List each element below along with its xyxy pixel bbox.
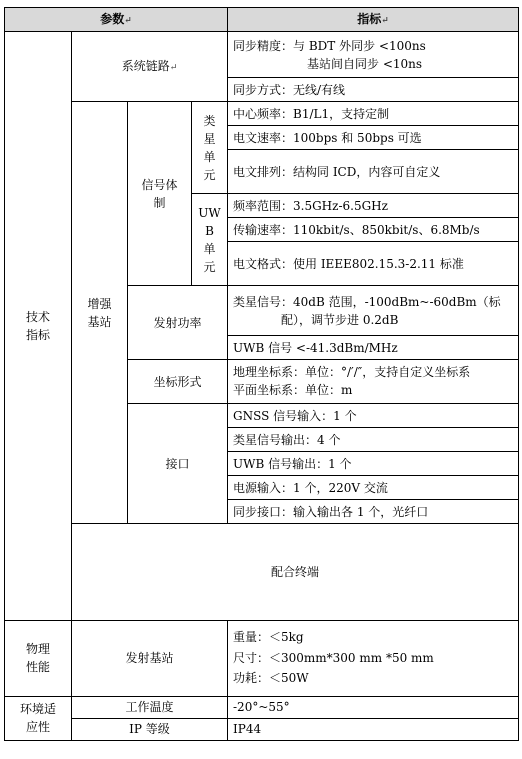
companion-terminal-label: 配合终端 [72,524,519,621]
tx-power-label: 发射功率 [128,286,228,360]
uwb-signal-power: UWB 信号 <-41.3dBm/MHz [228,336,519,360]
interface-line: UWB 信号输出：1 个 [228,452,519,476]
interface-line: 电源输入：1 个，220V 交流 [228,476,519,500]
signal-system-label: 信号体 制 [128,102,192,286]
operating-temp-label: 工作温度 [72,696,228,718]
header-param: 参数↵ [5,8,228,32]
center-frequency: 中心频率：B1/L1，支持定制 [228,102,519,126]
text-rate: 电文速率：100bps 和 50bps 可选 [228,126,519,150]
transmit-station-label: 发射基站 [72,620,228,696]
text-layout: 电文排列：结构同 ICD，内容可自定义 [228,150,519,194]
header-spec: 指标↵ [228,8,519,32]
interface-line: 同步接口：输入输出各 1 个，光纤口 [228,500,519,524]
physical-detail: 重量：＜5kg 尺寸：＜300mm*300 mm *50 mm 功耗：＜50W [228,620,519,696]
satellite-unit-label: 类 星 单 元 [192,102,228,194]
coord-form-label: 坐标形式 [128,360,228,404]
ip-rating-label: IP 等级 [72,718,228,740]
operating-temp-value: -20°~55° [228,696,519,718]
physical-label: 物理 性能 [5,620,72,696]
sync-precision: 同步精度：与 BDT 外同步 <100ns 基站间自同步 <10ns [228,32,519,78]
interface-line: 类星信号输出：4 个 [228,428,519,452]
transmission-rate: 传输速率：110kbit/s、850kbit/s、6.8Mb/s [228,218,519,242]
uwb-unit-label: UW B 单 元 [192,194,228,286]
sync-mode: 同步方式：无线/有线 [228,78,519,102]
tech-spec-label: 技术 指标 [5,32,72,621]
text-format: 电文格式：使用 IEEE802.15.3-2.11 标准 [228,242,519,286]
interface-line: GNSS 信号输入：1 个 [228,404,519,428]
frequency-range: 频率范围：3.5GHz-6.5GHz [228,194,519,218]
system-link-label: 系统链路↵ [72,32,228,102]
coord-systems: 地理坐标系：单位：°/′/″，支持自定义坐标系 平面坐标系：单位：m [228,360,519,404]
spec-table [4,7,519,741]
ip-rating-value: IP44 [228,718,519,740]
environment-label: 环境适 应性 [5,696,72,740]
interface-label: 接口 [128,404,228,524]
satellite-signal-power: 类星信号：40dB 范围，-100dBm~-60dBm（标 配），调节步进 0.2dB [228,286,519,336]
enhance-station-label: 增强 基站 [72,102,128,524]
